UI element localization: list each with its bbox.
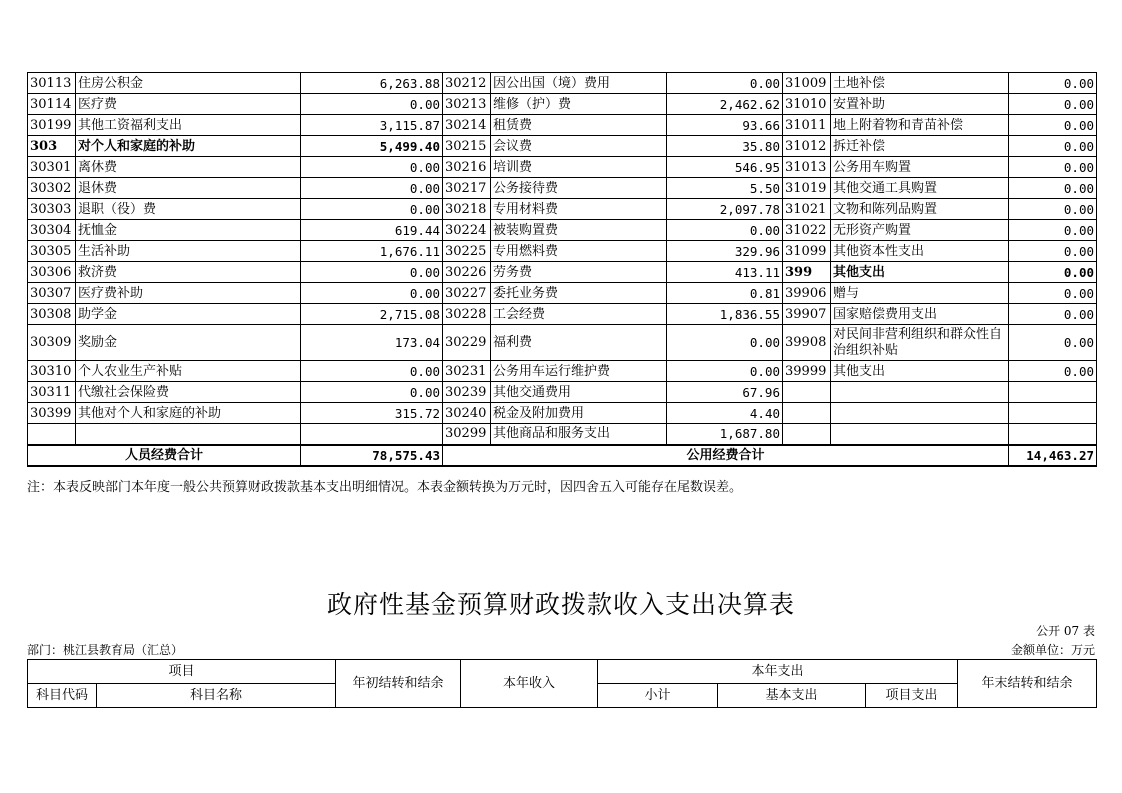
cell-amount-a: 0.00 [301,94,443,115]
table-row [28,73,1097,94]
total-row [28,445,1097,466]
cell-amount-c: 0.00 [1009,199,1097,220]
cell-amount-b: 2,462.62 [667,94,783,115]
cell-name-a: 救济费 [76,262,301,283]
personnel-total-value: 78,575.43 [301,445,443,466]
table-row [28,94,1097,115]
cell-code-b: 30217 [443,178,491,199]
amount-unit-label: 金额单位：万元 [1010,643,1095,657]
cell-amount-a: 0.00 [301,178,443,199]
cell-code-b: 30214 [443,115,491,136]
cell-amount-b: 546.95 [667,157,783,178]
cell-code-c: 31013 [783,157,831,178]
cell-amount-a: 173.04 [301,325,443,361]
cell-code-c [783,382,831,403]
cell-amount-b: 2,097.78 [667,199,783,220]
cell-amount-c: 0.00 [1009,157,1097,178]
cell-amount-c: 0.00 [1009,325,1097,361]
cell-name-a: 离休费 [76,157,301,178]
cell-code-b: 30224 [443,220,491,241]
cell-code-b: 30226 [443,262,491,283]
cell-name-b: 维修（护）费 [491,94,667,115]
cell-code-c: 39906 [783,283,831,304]
cell-name-a: 其他对个人和家庭的补助 [76,403,301,424]
cell-name-b: 被装购置费 [491,220,667,241]
cell-amount-a [301,424,443,445]
cell-code-a: 30199 [28,115,76,136]
cell-amount-b: 4.40 [667,403,783,424]
cell-code-a: 30306 [28,262,76,283]
cell-code-b: 30240 [443,403,491,424]
cell-code-b: 30212 [443,73,491,94]
cell-code-c: 39907 [783,304,831,325]
cell-amount-c: 0.00 [1009,361,1097,382]
cell-name-b: 会议费 [491,136,667,157]
cell-code-c: 39999 [783,361,831,382]
cell-name-b: 其他交通费用 [491,382,667,403]
cell-amount-c: 0.00 [1009,262,1097,283]
cell-name-b: 培训费 [491,157,667,178]
cell-code-b: 30227 [443,283,491,304]
cell-name-a: 医疗费补助 [76,283,301,304]
cell-code-b: 30229 [443,325,491,361]
cell-amount-a: 1,676.11 [301,241,443,262]
cell-name-a: 住房公积金 [76,73,301,94]
cell-code-c: 31019 [783,178,831,199]
table-row [28,115,1097,136]
cell-name-a: 其他工资福利支出 [76,115,301,136]
cell-name-a: 生活补助 [76,241,301,262]
cell-amount-b: 0.00 [667,220,783,241]
cell-amount-a: 6,263.88 [301,73,443,94]
cell-code-a: 30114 [28,94,76,115]
cell-name-a: 医疗费 [76,94,301,115]
cell-code-a: 30310 [28,361,76,382]
cell-amount-c [1009,382,1097,403]
cell-code-a: 30304 [28,220,76,241]
cell-code-a: 30302 [28,178,76,199]
form-code: 公开 07 表 [1036,624,1095,638]
cell-name-b: 委托业务费 [491,283,667,304]
cell-amount-b: 5.50 [667,178,783,199]
cell-code-a: 30305 [28,241,76,262]
header-carryover-end: 年末结转和结余 [958,660,1097,708]
header-basic: 基本支出 [718,684,866,708]
cell-name-b: 其他商品和服务支出 [491,424,667,445]
table-row [28,424,1097,445]
cell-name-c: 国家赔偿费用支出 [831,304,1009,325]
cell-code-a: 30113 [28,73,76,94]
cell-amount-b: 35.80 [667,136,783,157]
cell-name-b: 工会经费 [491,304,667,325]
table-row [28,361,1097,382]
cell-amount-a: 0.00 [301,199,443,220]
cell-amount-c: 0.00 [1009,304,1097,325]
cell-amount-a: 0.00 [301,283,443,304]
cell-name-c: 其他支出 [831,262,1009,283]
cell-code-a: 30301 [28,157,76,178]
cell-name-c: 安置补助 [831,94,1009,115]
cell-code-c: 31010 [783,94,831,115]
cell-code-c: 31021 [783,199,831,220]
cell-name-b: 公务接待费 [491,178,667,199]
cell-code-c: 399 [783,262,831,283]
cell-name-c [831,424,1009,445]
cell-code-a: 30303 [28,199,76,220]
header-project: 项目支出 [866,684,958,708]
cell-name-c: 地上附着物和青苗补偿 [831,115,1009,136]
personnel-total-label: 人员经费合计 [28,445,301,466]
cell-amount-a: 315.72 [301,403,443,424]
cell-code-b: 30213 [443,94,491,115]
fund-budget-table [27,659,1097,708]
cell-name-a: 对个人和家庭的补助 [76,136,301,157]
cell-amount-c: 0.00 [1009,220,1097,241]
cell-amount-c: 0.00 [1009,178,1097,199]
cell-code-b: 30216 [443,157,491,178]
cell-code-c: 31011 [783,115,831,136]
cell-name-c: 土地补偿 [831,73,1009,94]
table-row [28,199,1097,220]
cell-amount-c: 0.00 [1009,73,1097,94]
cell-code-a: 30307 [28,283,76,304]
cell-name-c: 其他交通工具购置 [831,178,1009,199]
cell-amount-a: 0.00 [301,157,443,178]
cell-name-a: 退休费 [76,178,301,199]
cell-amount-a: 5,499.40 [301,136,443,157]
cell-code-a [28,424,76,445]
cell-name-c: 其他支出 [831,361,1009,382]
cell-amount-c [1009,424,1097,445]
cell-amount-b: 1,687.80 [667,424,783,445]
table-row [28,220,1097,241]
cell-name-c: 文物和陈列品购置 [831,199,1009,220]
cell-code-a: 30399 [28,403,76,424]
cell-name-c: 其他资本性支出 [831,241,1009,262]
cell-code-a: 30308 [28,304,76,325]
cell-code-c: 31009 [783,73,831,94]
cell-name-b: 因公出国（境）费用 [491,73,667,94]
cell-name-b: 劳务费 [491,262,667,283]
cell-amount-c: 0.00 [1009,241,1097,262]
header-expense: 本年支出 [598,660,958,684]
cell-code-c [783,403,831,424]
cell-code-c [783,424,831,445]
public-total-label: 公用经费合计 [443,445,1009,466]
cell-amount-c: 0.00 [1009,136,1097,157]
cell-amount-c: 0.00 [1009,115,1097,136]
cell-code-b: 30299 [443,424,491,445]
table-row [28,136,1097,157]
basic-expense-detail-table [27,72,1097,467]
table-row [28,283,1097,304]
department-label: 部门：桃江县教育局（汇总） [27,643,184,657]
cell-amount-a: 619.44 [301,220,443,241]
cell-name-c: 赠与 [831,283,1009,304]
cell-code-b: 30218 [443,199,491,220]
cell-name-c: 对民间非营利组织和群众性自治组织补贴 [831,325,1009,361]
cell-amount-a: 2,715.08 [301,304,443,325]
cell-name-b: 税金及附加费用 [491,403,667,424]
table-row [28,157,1097,178]
cell-amount-b: 0.81 [667,283,783,304]
cell-name-c: 无形资产购置 [831,220,1009,241]
cell-amount-a: 0.00 [301,361,443,382]
cell-amount-b: 0.00 [667,73,783,94]
cell-amount-c [1009,403,1097,424]
cell-amount-b: 0.00 [667,361,783,382]
cell-name-a: 代缴社会保险费 [76,382,301,403]
cell-amount-c: 0.00 [1009,283,1097,304]
cell-amount-c: 0.00 [1009,94,1097,115]
header-subject-name: 科目名称 [97,684,336,708]
cell-code-c: 31012 [783,136,831,157]
cell-amount-b: 329.96 [667,241,783,262]
cell-amount-b: 93.66 [667,115,783,136]
cell-amount-a: 0.00 [301,262,443,283]
header-subject-code: 科目代码 [28,684,97,708]
table-row [28,241,1097,262]
cell-name-c [831,382,1009,403]
public-total-value: 14,463.27 [1009,445,1097,466]
table-row [28,382,1097,403]
cell-code-c: 31022 [783,220,831,241]
cell-name-b: 专用材料费 [491,199,667,220]
cell-name-a: 抚恤金 [76,220,301,241]
cell-code-a: 303 [28,136,76,157]
cell-name-b: 公务用车运行维护费 [491,361,667,382]
cell-name-a: 退职（役）费 [76,199,301,220]
cell-code-c: 39908 [783,325,831,361]
table-row [28,325,1097,361]
cell-name-b: 租赁费 [491,115,667,136]
header-income: 本年收入 [461,660,598,708]
table-row [28,262,1097,283]
cell-amount-b: 0.00 [667,325,783,361]
cell-amount-b: 67.96 [667,382,783,403]
cell-code-a: 30311 [28,382,76,403]
table-row [28,304,1097,325]
cell-amount-a: 0.00 [301,382,443,403]
cell-name-a [76,424,301,445]
cell-code-b: 30228 [443,304,491,325]
table-note: 注：本表反映部门本年度一般公共预算财政拨款基本支出明细情况。本表金额转换为万元时，因四舍五入可能存在尾数误差。 [27,480,743,495]
header-subtotal: 小计 [598,684,718,708]
header-item: 项目 [28,660,336,684]
cell-name-a: 助学金 [76,304,301,325]
cell-code-b: 30239 [443,382,491,403]
cell-name-a: 奖励金 [76,325,301,361]
cell-code-b: 30231 [443,361,491,382]
cell-code-b: 30225 [443,241,491,262]
cell-code-a: 30309 [28,325,76,361]
cell-code-b: 30215 [443,136,491,157]
table-row [28,178,1097,199]
page-title: 政府性基金预算财政拨款收入支出决算表 [326,590,795,619]
table-row [28,403,1097,424]
cell-name-b: 福利费 [491,325,667,361]
cell-amount-b: 413.11 [667,262,783,283]
header-carryover-begin: 年初结转和结余 [336,660,461,708]
cell-code-c: 31099 [783,241,831,262]
cell-name-c: 拆迁补偿 [831,136,1009,157]
cell-amount-b: 1,836.55 [667,304,783,325]
cell-name-a: 个人农业生产补贴 [76,361,301,382]
cell-name-c: 公务用车购置 [831,157,1009,178]
cell-amount-a: 3,115.87 [301,115,443,136]
cell-name-c [831,403,1009,424]
cell-name-b: 专用燃料费 [491,241,667,262]
